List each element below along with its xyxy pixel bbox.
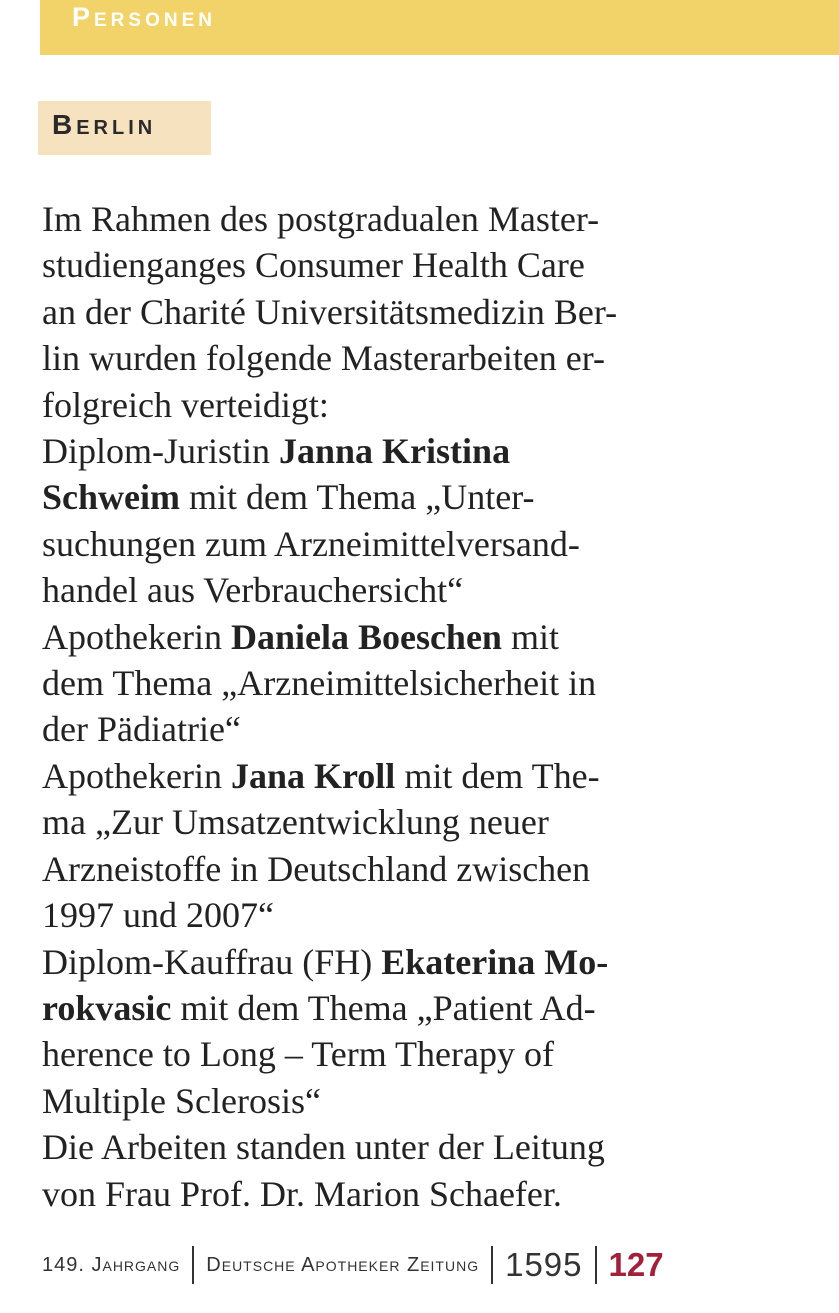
topic-text: mit dem The-: [395, 755, 600, 796]
article-line: [42, 614, 802, 660]
article-line: handel aus Verbrauchersicht“: [42, 570, 464, 611]
footer-divider: [491, 1246, 493, 1284]
article-line: lin wurden folgende Masterarbeiten er-: [42, 338, 606, 379]
article-line: von Frau Prof. Dr. Marion Schaefer.: [42, 1173, 562, 1214]
section-banner: [40, 0, 839, 55]
topic-text: mit dem Thema „Unter-: [180, 477, 535, 518]
person-name: Schweim: [42, 477, 180, 518]
page-footer: [42, 1246, 664, 1284]
person-name: Jana Kroll: [230, 755, 396, 796]
location-label-box: [38, 101, 211, 155]
article-line: [42, 474, 802, 520]
article-line: der Pädiatrie“: [42, 709, 241, 750]
footer-divider: [595, 1246, 597, 1284]
article-body: [42, 196, 802, 1217]
topic-text: mit dem Thema „Patient Ad-: [171, 987, 596, 1028]
article-line: Arzneistoffe in Deutschland zwischen: [42, 848, 591, 889]
article-line: Die Arbeiten standen unter der Leitung: [42, 1127, 605, 1168]
article-line: herence to Long – Term Therapy of: [42, 1034, 554, 1075]
person-name: rokvasic: [42, 987, 172, 1028]
article-line: ma „Zur Umsatzentwicklung neuer: [42, 802, 549, 843]
article-line: 1997 und 2007“: [42, 895, 274, 936]
article-line: studienganges Consumer Health Care: [42, 245, 585, 286]
article-line: Multiple Sclerosis“: [42, 1080, 321, 1121]
article-line: [42, 985, 802, 1031]
person-name: Daniela Boeschen: [230, 616, 502, 657]
page-number: 127: [608, 1246, 664, 1283]
title-prefix: Apothekerin: [42, 616, 231, 657]
article-line: suchungen zum Arzneimittelversand-: [42, 523, 580, 564]
person-name: Janna Kristina: [279, 431, 511, 472]
article-line: Im Rahmen des postgradualen Master-: [42, 199, 600, 239]
title-prefix: Apothekerin: [42, 755, 231, 796]
article-line: folgreich verteidigt:: [42, 384, 329, 425]
publication-name: Deutsche Apotheker Zeitung: [206, 1253, 480, 1276]
location-label: Berlin: [52, 109, 157, 140]
article-line: an der Charité Universitätsmedizin Ber-: [42, 291, 618, 332]
article-line: [42, 939, 802, 985]
title-prefix: Diplom-Kauffrau (FH): [42, 941, 382, 982]
section-title: Personen: [72, 2, 216, 32]
person-name: Ekaterina Mo-: [381, 941, 609, 982]
volume-label: 149. Jahrgang: [42, 1253, 181, 1276]
topic-text: mit: [501, 616, 559, 657]
footer-divider: [192, 1246, 194, 1284]
article-line: [42, 753, 802, 799]
article-line: [42, 428, 802, 474]
title-prefix: Diplom-Juristin: [42, 431, 280, 472]
issue-number: 1595: [505, 1246, 583, 1283]
article-line: dem Thema „Arzneimittelsicherheit in: [42, 663, 597, 704]
